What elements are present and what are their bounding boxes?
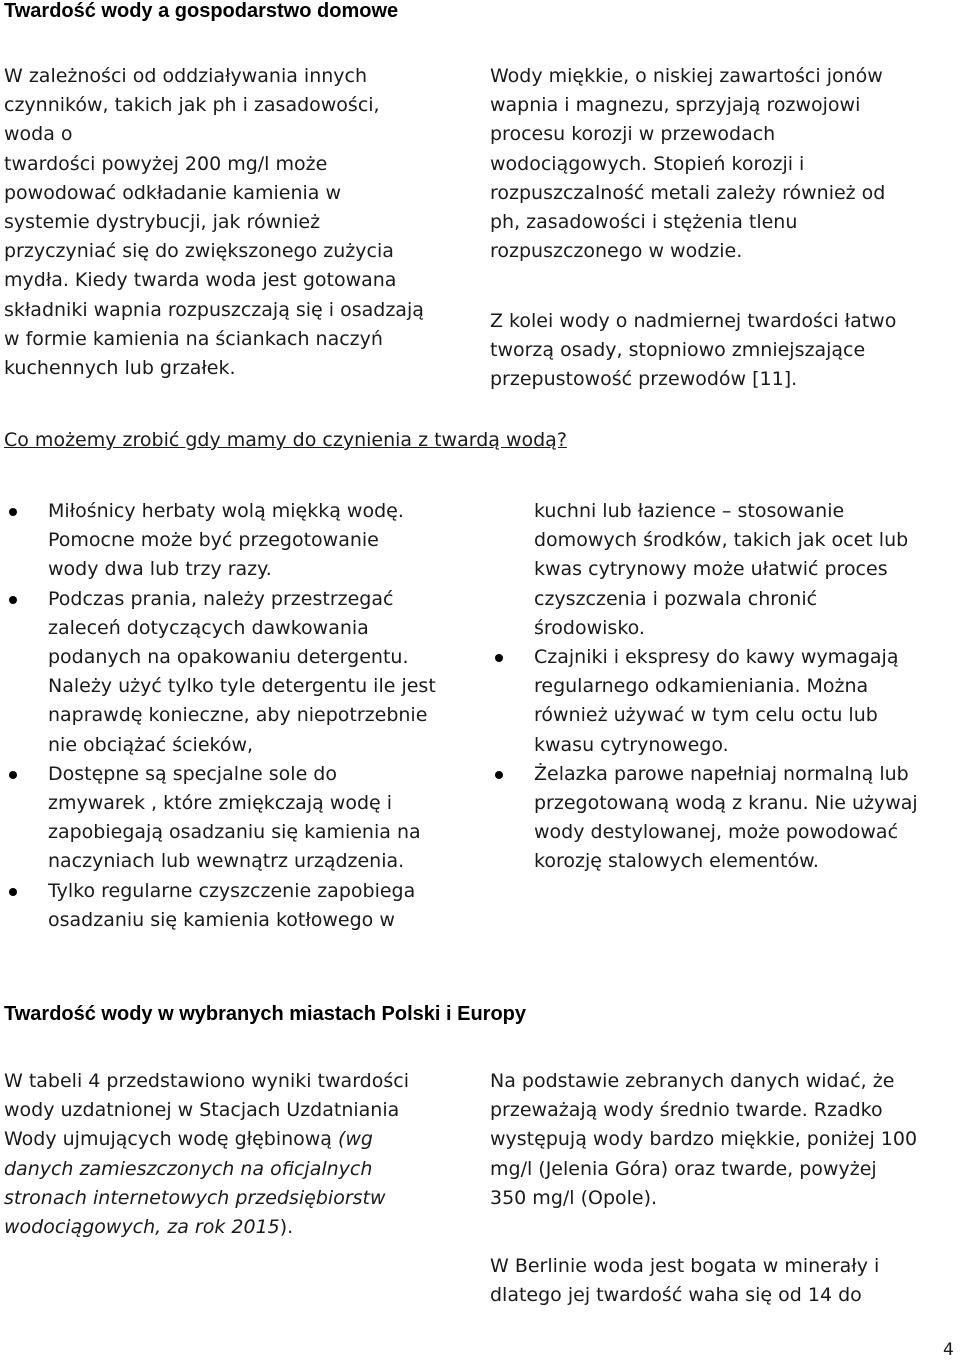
list-item xyxy=(490,643,956,760)
text-line: Wody miękkie, o niskiej zawartości jonów xyxy=(490,65,883,87)
text-line: Należy użyć tylko tyle detergentu ile jest xyxy=(48,675,436,698)
list-item-continuation xyxy=(490,497,956,643)
text-line: wody dwa lub trzy razy. xyxy=(48,558,272,581)
question-underlined: Co możemy zrobić gdy mamy do czynienia z twardą wodą? xyxy=(4,429,567,451)
text-line: Pomocne może być przegotowanie xyxy=(48,529,379,552)
text-line: wody uzdatnionej w Stacjach Uzdatniania xyxy=(4,1099,400,1122)
text-line: rozpuszczonego w wodzie. xyxy=(490,240,743,263)
text-line: składniki wapnia rozpuszczają się i osadzają xyxy=(4,298,424,321)
text-line xyxy=(4,1125,409,1154)
italic-span: (wg xyxy=(337,1128,373,1151)
text-line: wody destylowanej, może powodować xyxy=(534,821,899,844)
text-line: Podczas prania, należy przestrzegać xyxy=(48,587,394,610)
text-line: w formie kamienia na ściankach naczyń xyxy=(4,327,383,350)
section2-right-paragraph-1 xyxy=(490,1067,917,1213)
text-line: Dostępne są specjalne sole do xyxy=(48,762,337,785)
text-line: dlatego jej twardość waha się od 14 do xyxy=(490,1284,862,1307)
text-line: W zależności od oddziaływania innych xyxy=(4,65,368,87)
section1-left-paragraph xyxy=(4,62,424,383)
text-line: twardości powyżej 200 mg/l może xyxy=(4,152,328,175)
section2-right-paragraph-2 xyxy=(490,1252,879,1310)
text-line: ph, zasadowości i stężenia tlenu xyxy=(490,211,798,234)
text-line: woda o xyxy=(4,123,73,146)
text-line: Czajniki i ekspresy do kawy wymagają xyxy=(534,646,899,669)
italic-span: stronach internetowych przedsiębiorstw xyxy=(4,1186,386,1209)
text-line: korozję stalowych elementów. xyxy=(534,850,819,873)
section-heading-hardness-household: Twardość wody a gospodarstwo domowe xyxy=(4,0,399,22)
italic-span: danych zamieszczonych na oficjalnych xyxy=(4,1157,373,1180)
text-span: Wody ujmujących wodę głębinową xyxy=(4,1128,338,1151)
text-line: regularnego odkamieniania. Można xyxy=(534,675,869,698)
text-line: nie obciążać ścieków, xyxy=(48,733,254,756)
text-line: Żelazka parowe napełniaj normalną lub xyxy=(534,762,909,785)
text-line: występują wody bardzo miękkie, poniżej 100 xyxy=(490,1128,918,1151)
text-line: Z kolei wody o nadmiernej twardości łatwo xyxy=(490,310,897,332)
text-line: mg/l (Jelenia Góra) oraz twarde, powyżej xyxy=(490,1157,877,1180)
list-item xyxy=(4,877,480,935)
text-line: procesu korozji w przewodach xyxy=(490,123,776,146)
text-line: osadzaniu się kamienia kotłowego w xyxy=(48,908,395,931)
text-line: zmywarek , które zmiękczają wodę i xyxy=(48,792,393,815)
text-line: kwasu cytrynowego. xyxy=(534,733,729,756)
section1-right-paragraph-2 xyxy=(490,307,896,395)
text-line xyxy=(4,1184,409,1213)
text-line: kuchennych lub grzałek. xyxy=(4,357,236,380)
text-line: W tabeli 4 przedstawiono wyniki twardości xyxy=(4,1070,409,1092)
text-line: Tylko regularne czyszczenie zapobiega xyxy=(48,879,416,902)
text-line: kwas cytrynowy może ułatwić proces xyxy=(534,558,888,581)
list-item xyxy=(4,585,480,760)
text-line: naprawdę konieczne, aby niepotrzebnie xyxy=(48,704,428,727)
text-line: środowisko. xyxy=(534,616,645,639)
text-line: przyczyniać się do zwiększonego zużycia xyxy=(4,240,394,263)
text-line xyxy=(4,1155,409,1184)
section-heading-hardness-cities: Twardość wody w wybranych miastach Polski i Europy xyxy=(4,1003,527,1025)
text-line: przepustowość przewodów [11]. xyxy=(490,368,798,391)
text-line xyxy=(4,1213,409,1242)
text-line: zaleceń dotyczących dawkowania xyxy=(48,616,369,639)
text-line: systemie dystrybucji, jak również xyxy=(4,211,321,234)
text-line: zapobiegają osadzaniu się kamienia na xyxy=(48,821,421,844)
text-line: rozpuszczalność metali zależy również od xyxy=(490,181,886,204)
text-line: domowych środków, takich jak ocet lub xyxy=(534,529,909,552)
text-line: Na podstawie zebranych danych widać, że xyxy=(490,1070,895,1092)
text-line: 350 mg/l (Opole). xyxy=(490,1186,658,1209)
italic-span: wodociągowych, za rok 2015 xyxy=(4,1216,280,1239)
text-line: również używać w tym celu octu lub xyxy=(534,704,878,727)
text-line: wodociągowych. Stopień korozji i xyxy=(490,152,805,175)
bullets-left-column xyxy=(4,497,480,935)
page-number: 4 xyxy=(943,1340,954,1360)
list-item xyxy=(490,760,956,877)
text-line: przegotowaną wodą z kranu. Nie używaj xyxy=(534,792,918,815)
section2-left-paragraph xyxy=(4,1067,409,1242)
text-line: podanych na opakowaniu detergentu. xyxy=(48,646,409,669)
list-item xyxy=(4,760,480,877)
text-line: czynników, takich jak ph i zasadowości, xyxy=(4,94,380,117)
text-span: ). xyxy=(279,1216,294,1239)
section1-right-paragraph-1 xyxy=(490,62,885,266)
text-line: tworzą osady, stopniowo zmniejszające xyxy=(490,339,866,362)
bullets-right-column xyxy=(490,497,956,877)
text-line: czyszczenia i pozwala chronić xyxy=(534,587,818,610)
text-line: przeważają wody średnio twarde. Rzadko xyxy=(490,1099,883,1122)
text-line: mydła. Kiedy twarda woda jest gotowana xyxy=(4,269,397,292)
text-line: wapnia i magnezu, sprzyjają rozwojowi xyxy=(490,94,861,117)
text-line: naczyniach lub wewnątrz urządzenia. xyxy=(48,850,405,873)
text-line: kuchni lub łazience – stosowanie xyxy=(534,500,845,522)
text-line: powodować odkładanie kamienia w xyxy=(4,181,342,204)
list-item xyxy=(4,497,480,585)
text-line: W Berlinie woda jest bogata w minerały i xyxy=(490,1255,880,1277)
text-line: Miłośnicy herbaty wolą miękką wodę. xyxy=(48,500,404,522)
